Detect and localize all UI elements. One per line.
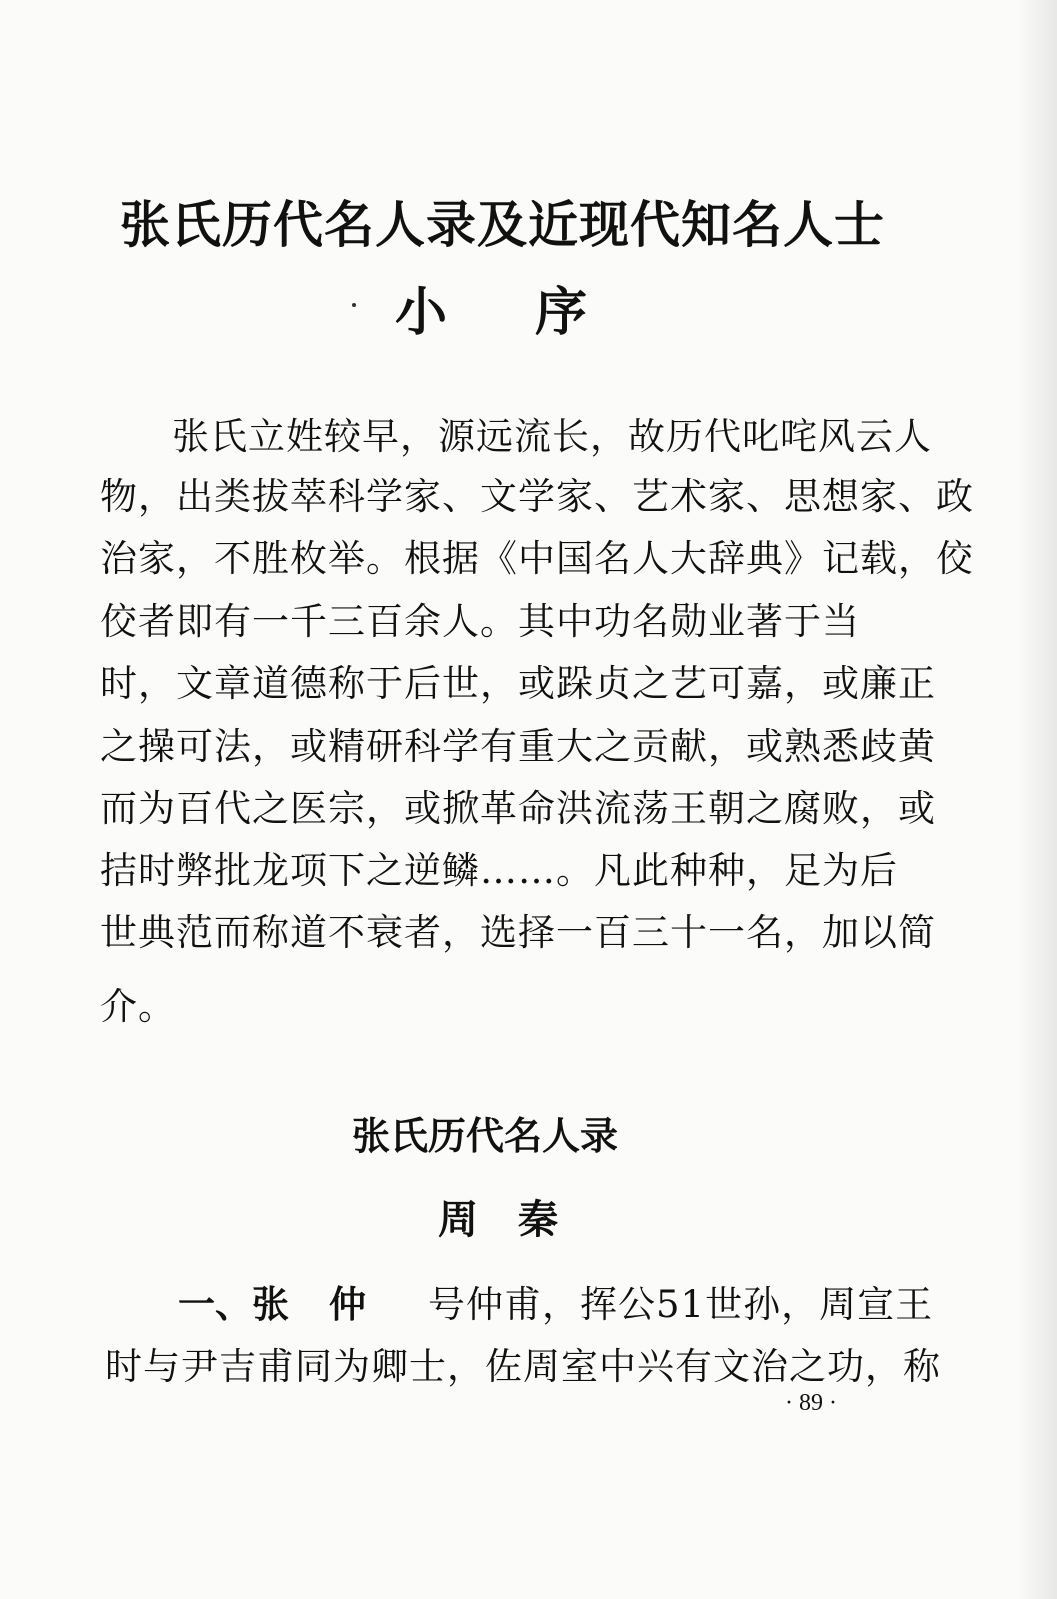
preface-line: 物，出类拔萃科学家、文学家、艺术家、思想家、政 [100, 475, 974, 518]
preface-line: 拮时弊批龙项下之逆鳞……。凡此种种，足为后 [100, 849, 898, 892]
section-title: 张氏历代名人录 [352, 1113, 619, 1158]
entry-name-second: 仲 [329, 1283, 366, 1326]
document-title: 张氏历代名人录及近现代知名人士 [120, 195, 885, 254]
preface-line: 而为百代之医宗，或掀革命洪流荡王朝之腐败，或 [100, 787, 936, 830]
preface-line: 张氏立姓较早，源远流长，故历代叱咤风云人 [172, 415, 932, 458]
preface-heading: 小序 [395, 282, 676, 343]
page-number: · 89 · [785, 1390, 837, 1416]
preface-line: 时，文章道德称于后世，或跺贞之艺可嘉，或廉正 [100, 662, 936, 705]
page-edge-shadow [1017, 0, 1057, 1599]
entry-name-first: 张 [252, 1283, 289, 1326]
preface-line: 介。 [100, 985, 176, 1028]
print-speck [352, 303, 356, 307]
entry-continuation: 时与尹吉甫同为卿士，佐周室中兴有文治之功，称 [105, 1345, 941, 1388]
preface-line: 世典范而称道不衰者，选择一百三十一名，加以简 [100, 911, 936, 954]
era-title: 周秦 [438, 1196, 598, 1243]
entry-number: 一、 [178, 1283, 252, 1326]
preface-line: 之操可法，或精研科学有重大之贡献，或熟悉歧黄 [100, 725, 936, 768]
preface-line: 佼者即有一千三百余人。其中功名勋业著于当 [100, 600, 860, 643]
entry-text: 号仲甫，挥公51世孙，周宣王 [428, 1283, 934, 1326]
preface-line: 治家，不胜枚举。根据《中国名人大辞典》记载，佼 [100, 537, 974, 580]
entry-heading [178, 1274, 366, 1328]
